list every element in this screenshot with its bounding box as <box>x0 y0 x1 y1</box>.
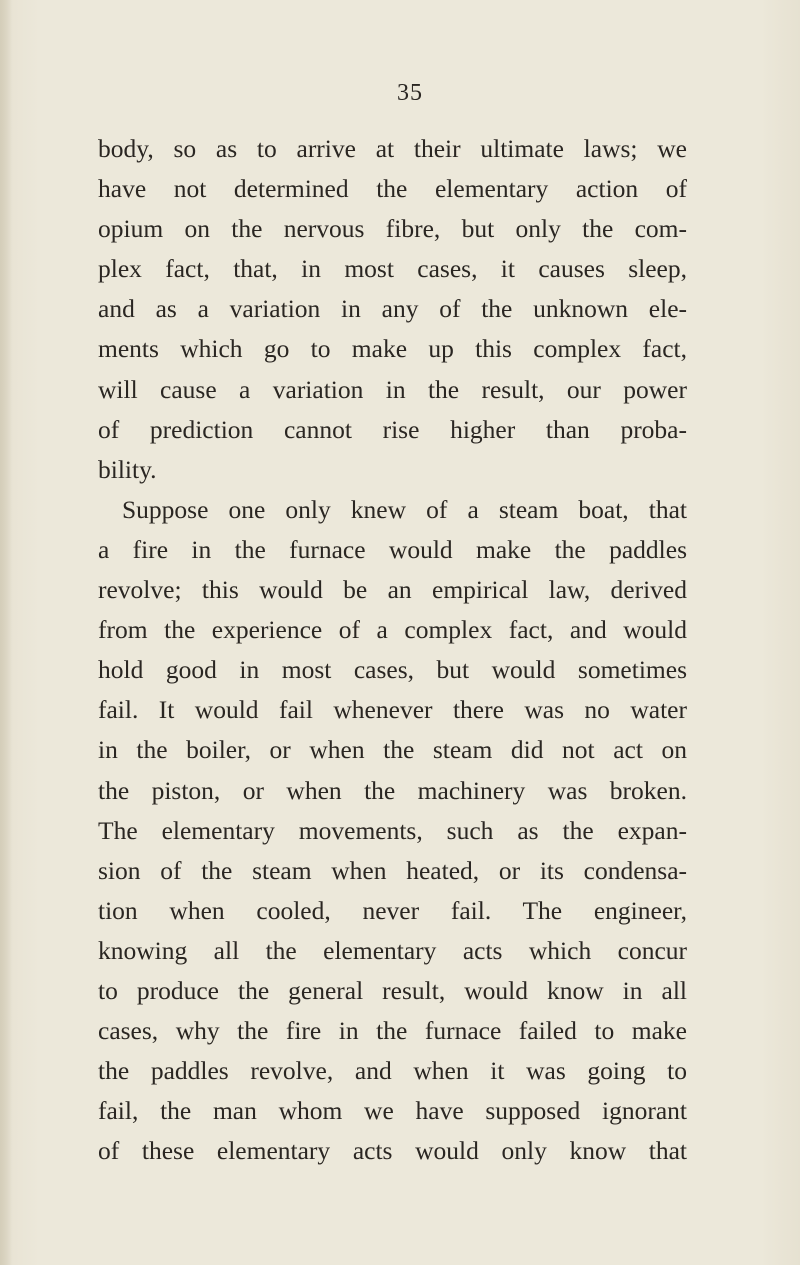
page-number: 35 <box>397 80 423 106</box>
text-line: and as a variation in any of the unknown ele- <box>98 294 687 324</box>
text-line: opium on the nervous fibre, but only the com- <box>98 214 687 244</box>
text-line: to produce the general result, would know in all <box>98 975 687 1005</box>
text-line: tion when cooled, never fail. The engineer, <box>98 895 687 925</box>
text-line: ments which go to make up this complex fact, <box>98 334 687 364</box>
paragraph-start-line: Suppose one only knew of a steam boat, that <box>122 494 687 524</box>
text-line: plex fact, that, in most cases, it causes sleep, <box>98 254 687 284</box>
text-line: revolve; this would be an empirical law, derived <box>98 575 687 605</box>
text-line: a fire in the furnace would make the paddles <box>98 534 687 564</box>
text-line: sion of the steam when heated, or its condensa- <box>98 855 687 885</box>
text-line: hold good in most cases, but would sometimes <box>98 655 687 685</box>
text-line: bility. <box>98 454 157 484</box>
text-line: fail, the man whom we have supposed ignorant <box>98 1096 687 1126</box>
text-line: the piston, or when the machinery was broken. <box>98 775 687 805</box>
text-line: cases, why the fire in the furnace failed to make <box>98 1016 687 1046</box>
text-line: body, so as to arrive at their ultimate laws; we <box>98 134 687 163</box>
text-line: will cause a variation in the result, our power <box>98 374 687 404</box>
text-line: from the experience of a complex fact, and would <box>98 615 687 645</box>
text-line: in the boiler, or when the steam did not act on <box>98 735 687 765</box>
text-line: of prediction cannot rise higher than proba- <box>98 414 687 444</box>
text-line: the paddles revolve, and when it was going to <box>98 1056 687 1086</box>
text-line: of these elementary acts would only know that <box>98 1136 687 1166</box>
binding-gutter-shadow <box>0 0 12 1265</box>
body-text <box>98 129 687 1171</box>
text-line: knowing all the elementary acts which concur <box>98 935 687 965</box>
text-line: The elementary movements, such as the expan- <box>98 815 687 845</box>
text-line: have not determined the elementary action of <box>98 174 687 204</box>
text-line: fail. It would fail whenever there was no water <box>98 695 687 725</box>
